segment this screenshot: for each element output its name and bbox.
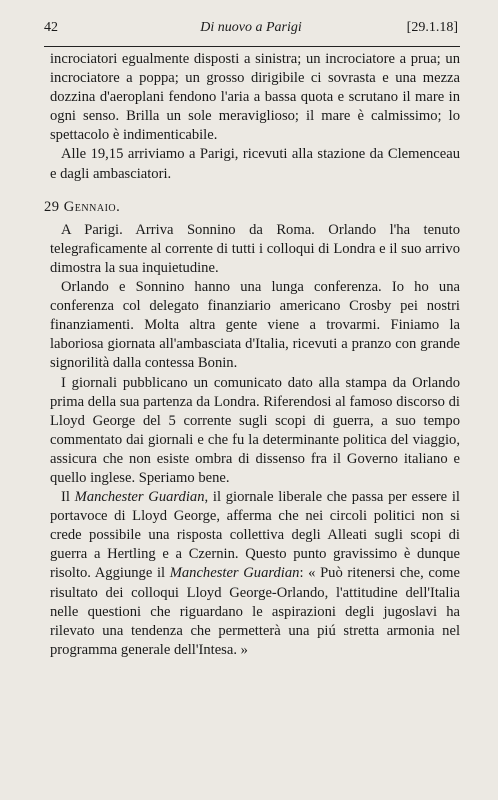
running-header — [44, 20, 458, 42]
running-date: [29.1.18] — [406, 20, 458, 35]
paragraph-text: , il giornale liberale che passa per essere il portavoce di Lloyd George, afferma che nei circoli politici non si crede possibile una risposta collettiva degli Alleati sugli scopi di guerra a Hertling e a Czernin. Questo punto gravissimo è dunque risolto. Aggiunge il — [50, 489, 460, 582]
newspaper-title: Manchester Guardian — [169, 565, 300, 582]
newspaper-title: Manchester Guardian — [74, 489, 205, 506]
paragraph: Alle 19,15 arriviamo a Parigi, ricevuti alla stazione da Clemenceau e dagli ambasciatori. — [50, 146, 460, 182]
date-heading-month: Gennaio. — [63, 198, 121, 215]
header-rule — [44, 46, 460, 47]
paragraph: incrociatori egualmente disposti a sinistra; un incrociatore a prua; un incrociatore a poppa; un grosso dirigibile ci sovrasta e una mezza dozzina d'aeroplani fendono l'aria a bassa quota e scrutano il mare in ogni senso. Brilla un sole meraviglioso; il mare è calmissimo; lo spettacolo è indimenticabile. — [50, 51, 460, 144]
paragraph-text: Il — [61, 489, 75, 506]
paragraph: Orlando e Sonnino hanno una lunga conferenza. Io ho una conferenza col delegato finanziario americano Crosby pei nostri finanziamenti. Molta altra gente viene a trovarmi. Finiamo la laboriosa giornata all'ambasciata d'Italia, ricevuti a pranzo con grande signorilità dalla contessa Bonin. — [50, 279, 460, 372]
paragraph-text: : « Può ritenersi che, come risultato dei colloqui Lloyd George-Orlando, l'attitudine dell'Italia nelle questioni che riguardano le aspirazioni degli jugoslavi ha rilevato una tendenza che permetterà una piú stretta armonia nel programma generale dell'Intesa. » — [50, 565, 460, 658]
paragraph: I giornali pubblicano un comunicato dato alla stampa da Orlando prima della sua partenza da Londra. Riferendosi al famoso discorso di Lloyd George del 5 corrente sugli scopi di guerra, a suo tempo commentato dai giornali e che fu la determinante politica del viaggio, assicura che non esiste ombra di dissenso fra il Governo italiano e quello inglese. Speriamo bene. — [50, 374, 460, 486]
running-title: Di nuovo a Parigi — [200, 20, 302, 35]
page-body — [44, 50, 460, 660]
date-heading — [44, 198, 460, 217]
page-number: 42 — [44, 20, 58, 35]
paragraph — [50, 488, 460, 660]
paragraph: A Parigi. Arriva Sonnino da Roma. Orlando l'ha tenuto telegraficamente al corrente di tutti i colloqui di Londra e il suo arrivo dimostra la sua inquietudine. — [50, 221, 460, 276]
date-heading-number: 29 — [44, 198, 60, 215]
